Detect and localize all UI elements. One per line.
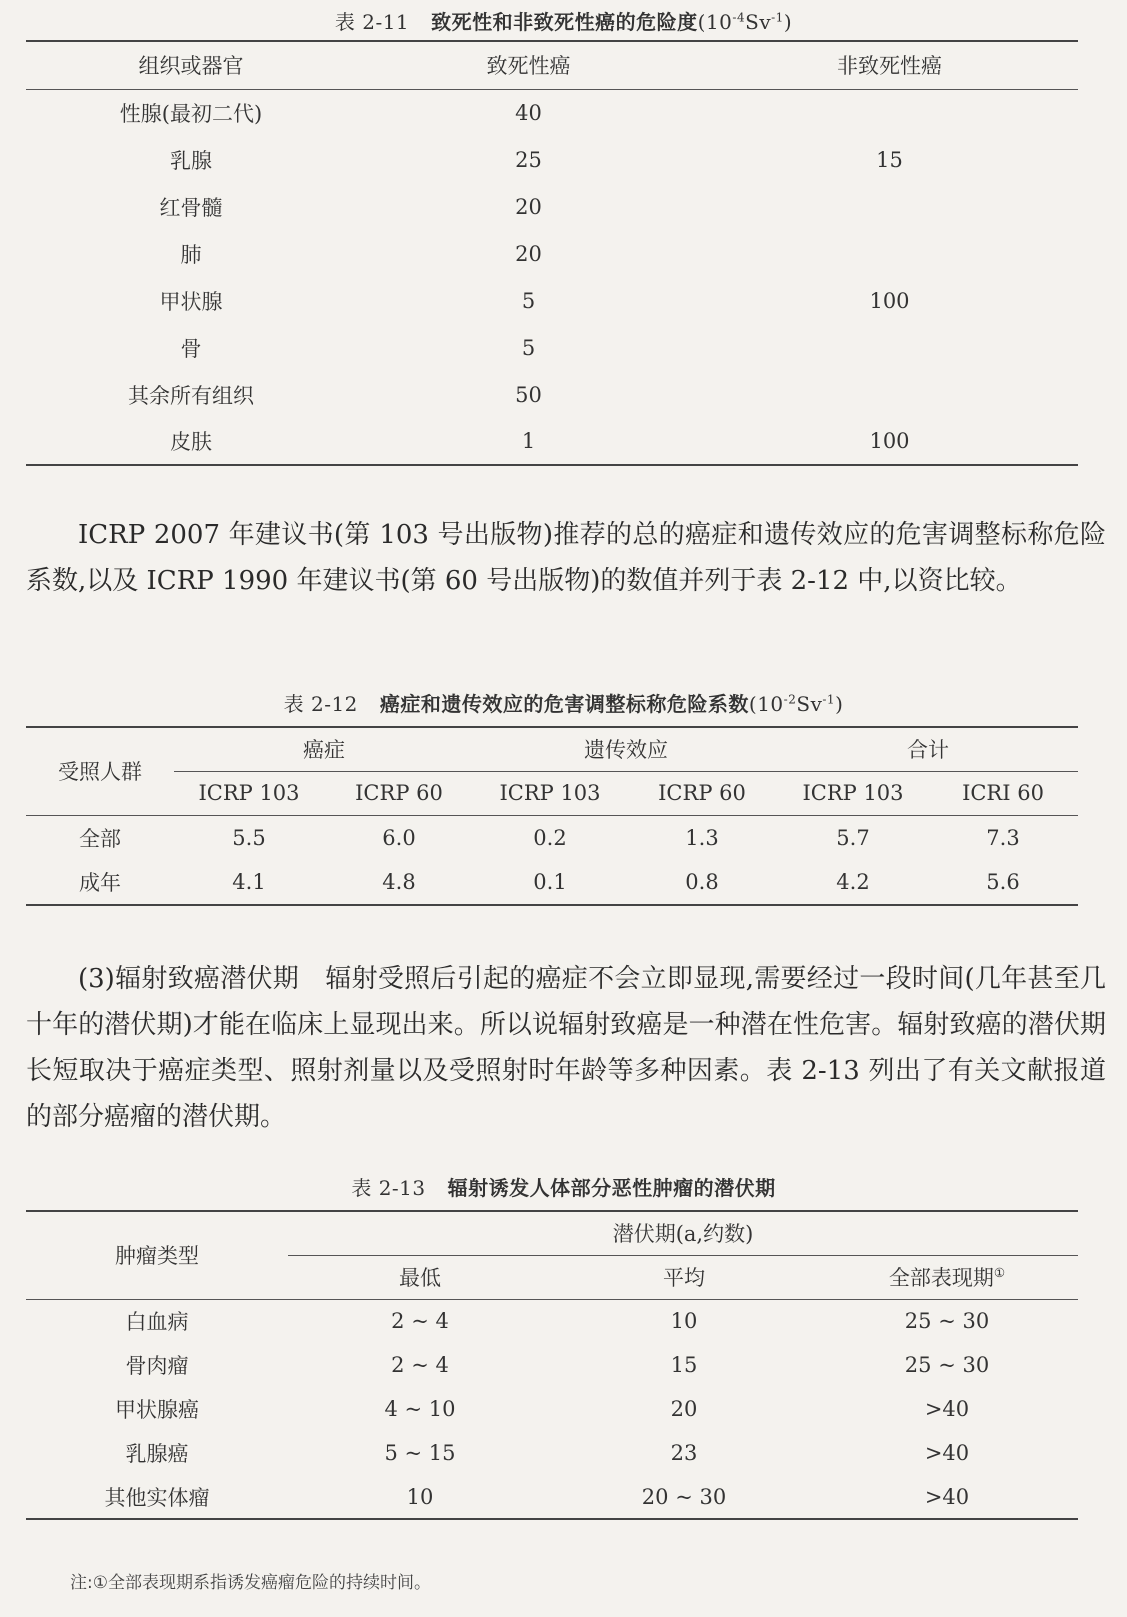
table-header-row [26, 41, 1078, 89]
table-cell: 5.7 [836, 825, 870, 850]
table-cell: 4.2 [836, 870, 870, 894]
table-cell [701, 183, 1078, 230]
caption-number: 表 2-11 [334, 10, 410, 34]
table-2-12 [26, 726, 1078, 906]
table-row [26, 1387, 1078, 1431]
table-row [26, 230, 1078, 277]
group-header-cell: 潜伏期(a,约数) [288, 1211, 1078, 1255]
subheader-cell: ICRP 60 [658, 781, 746, 805]
caption-title: 癌症和遗传效应的危害调整标称危险系数 [379, 692, 749, 716]
table-cell: 肺 [180, 242, 202, 267]
table-2-11 [26, 40, 1078, 466]
table-cell: 红骨髓 [159, 195, 223, 220]
table-cell: 5 ~ 15 [384, 1441, 456, 1465]
table-row [26, 1475, 1078, 1519]
table-row [26, 1299, 1078, 1343]
subheader-cell: 平均 [663, 1266, 705, 1290]
group-header-cell: 癌症 [174, 727, 474, 771]
table-row [26, 1431, 1078, 1475]
group-header-cell: 遗传效应 [474, 727, 778, 771]
table-cell [701, 230, 1078, 277]
table-row [26, 1343, 1078, 1387]
table-row [26, 89, 1078, 136]
subheader-cell: ICRI 60 [962, 781, 1044, 805]
table-cell: 100 [869, 288, 910, 313]
table-cell: 白血病 [125, 1310, 189, 1335]
caption-unit: $(10^{-4}Sv^{-1})$ [697, 10, 793, 34]
table-row [26, 136, 1078, 183]
table-cell: 4.1 [232, 870, 266, 894]
table-cell: 1 [521, 429, 536, 453]
table-cell: 5.5 [232, 825, 266, 850]
header-cell: 致死性癌 [486, 54, 571, 79]
table-cell: 4.8 [382, 870, 416, 894]
table-cell: 10 [406, 1484, 434, 1509]
table-2-12-caption [0, 688, 1127, 717]
table-group-header-row [26, 727, 1078, 771]
table-cell: 50 [515, 382, 542, 407]
caption-unit: $(10^{-2}Sv^{-1})$ [748, 692, 844, 716]
table-cell: 0.1 [533, 870, 567, 894]
row-header-cell: 肿瘤类型 [26, 1211, 288, 1299]
row-header-cell: 受照人群 [26, 727, 174, 815]
table-footnote: 注:①全部表现期系指诱发癌瘤危险的持续时间。 [70, 1573, 431, 1593]
table-cell: 其他实体瘤 [104, 1485, 210, 1510]
table-cell: 2 ~ 4 [391, 1309, 449, 1334]
table-cell: 骨 [180, 336, 202, 361]
table-row [26, 815, 1078, 860]
table-cell: 5 [521, 335, 536, 360]
table-cell: 0.2 [533, 825, 567, 850]
table-cell: 23 [670, 1441, 698, 1465]
table-cell: 性腺(最初二代) [119, 101, 263, 126]
table-cell: 5.6 [986, 870, 1020, 894]
table-row [26, 183, 1078, 230]
table-cell: 乳腺癌 [125, 1442, 189, 1466]
table-cell: >40 [924, 1441, 970, 1465]
body-paragraph-2: (3)辐射致癌潜伏期 辐射受照后引起的癌症不会立即显现,需要经过一段时间(几年甚至几十年的潜伏期)才能在临床上显现出来。所以说辐射致癌是一种潜在性危害。辐射致癌的潜伏期长短取决于癌症类型、照射剂量以及受照射时年龄等多种因素。表 2-13 列出了有关文献报道的部分癌瘤的潜伏期。 [26, 964, 1106, 1132]
table-row [26, 324, 1078, 371]
subheader-cell: 全部表现期① [888, 1265, 1006, 1290]
subheader-cell: ICRP 103 [198, 781, 300, 805]
table-row [26, 418, 1078, 465]
group-header-cell: 合计 [778, 727, 1078, 771]
body-paragraph-1: ICRP 2007 年建议书(第 103 号出版物)推荐的总的癌症和遗传效应的危害调整标称危险系数,以及 ICRP 1990 年建议书(第 60 号出版物)的数值并列于表 2-12 中,以资比较。 [26, 520, 1106, 596]
table-subheader-row [26, 771, 1078, 815]
table-cell: 皮肤 [170, 430, 212, 454]
table-group-header-row [26, 1211, 1078, 1255]
table-cell: 10 [670, 1309, 698, 1334]
table-cell [701, 324, 1078, 371]
footnote-mark: ① [993, 1265, 1006, 1280]
table-cell: 4 ~ 10 [384, 1397, 456, 1421]
table-cell: 5 [521, 288, 536, 313]
table-cell: 乳腺 [170, 148, 212, 173]
table-cell: 2 ~ 4 [391, 1353, 449, 1377]
table-row [26, 277, 1078, 324]
table-cell: 20 [515, 241, 542, 266]
table-cell: 15 [670, 1353, 698, 1377]
table-cell: 7.3 [986, 825, 1020, 850]
table-cell: 甲状腺癌 [115, 1398, 199, 1422]
table-2-13-caption [0, 1172, 1127, 1201]
table-cell: 20 [515, 194, 542, 219]
table-cell: >40 [924, 1484, 970, 1509]
caption-title: 辐射诱发人体部分恶性肿瘤的潜伏期 [447, 1176, 776, 1200]
caption-number: 表 2-12 [283, 692, 358, 716]
table-cell: 6.0 [382, 825, 416, 850]
header-cell: 非致死性癌 [837, 54, 942, 79]
table-cell: 骨肉瘤 [125, 1354, 189, 1378]
table-cell: 20 ~ 30 [641, 1484, 727, 1509]
table-cell [701, 89, 1078, 136]
table-cell: 0.8 [685, 870, 719, 894]
caption-title: 致死性和非致死性癌的危险度 [431, 10, 698, 34]
table-cell: 全部 [79, 826, 121, 851]
table-cell: 25 [515, 147, 542, 172]
table-cell: >40 [924, 1397, 970, 1421]
subheader-cell: ICRP 60 [355, 781, 443, 805]
table-cell: 15 [876, 147, 903, 172]
table-cell: 甲状腺 [159, 289, 223, 314]
table-cell: 1.3 [685, 825, 719, 850]
table-cell: 25 ~ 30 [904, 1309, 990, 1334]
table-row [26, 371, 1078, 418]
table-cell: 20 [670, 1397, 698, 1421]
subheader-cell: ICRP 103 [802, 781, 904, 805]
table-cell [701, 371, 1078, 418]
table-cell: 40 [515, 100, 542, 125]
table-cell: 25 ~ 30 [904, 1353, 990, 1377]
subheader-cell: 最低 [399, 1266, 441, 1290]
table-row [26, 860, 1078, 905]
header-cell: 组织或器官 [138, 54, 244, 79]
table-2-13 [26, 1210, 1078, 1520]
table-cell: 成年 [79, 871, 121, 895]
table-2-11-caption [0, 6, 1127, 35]
subheader-cell: ICRP 103 [499, 781, 601, 805]
table-cell: 其余所有组织 [128, 383, 254, 408]
table-cell: 100 [869, 429, 910, 453]
caption-number: 表 2-13 [351, 1176, 426, 1200]
